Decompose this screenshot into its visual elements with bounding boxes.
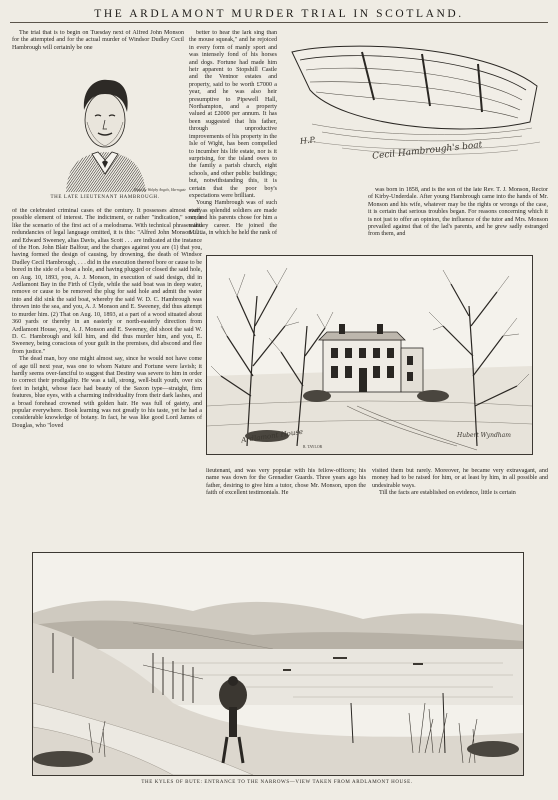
column-2-text — [189, 30, 277, 240]
paragraph: visited them but rarely. Moreover, he became very extravagant, and money had to be raised for him, or at least by him, in all possible and undesirable ways. — [372, 468, 548, 489]
paragraph: Till the facts are established on evidence, little is certain — [379, 490, 516, 497]
boat-label: Cecil Hambrough's boat — [371, 140, 483, 162]
landscape-illustration-frame — [32, 552, 524, 776]
column-1-main — [12, 208, 202, 544]
paragraph: better to hear the lark sing than the mouse squeak," and he rejoiced in every form of manly sport and was intensely fond of his horses and dogs. Fortune had made him heir apparent to Stopshill Castle and the Ventnor estates and property, said to be worth £7000 a year, and he was also heir presumptive to Pipewell Hall, Northampton, and a property valued at £2000 per annum. It has been suggested that his father, through unproductive improvements of his property in the Isle of Wight, has been compelled to incumber his life estate, nor is it surprising, for the island owes to the family a parish church, eight schools, and other public buildings; but, notwithstanding this, it is certain that the poor boy's expectations were brilliant. — [189, 30, 277, 199]
boat-illustration — [282, 30, 548, 180]
landscape-illustration — [33, 553, 523, 775]
paragraph: The dead man, boy one might almost say, since he would not have come of age till next year, was one to whom Nature and Fortune were lavish; it hardly seems over-fanciful to suggest that Destiny was severe to him in order to correct their prodigality. He was a tall, strong, well-built youth, over six feet in height, whose face had beauty of the Saxon type—straight, firm features, blue eyes, with a charming individuality from their dark lashes, and a broad forehead crowned with golden hair. He was full of gaiety, and popular everywhere. Book learning was not greatly to his taste, yet he had a considerable knowledge of botany. In fact, he was like good Lord James of Douglas, who "loved — [12, 356, 202, 429]
paragraph: Young Hambrough was of such stuff as splendid soldiers are made on, and his parents chose for him a military career. He joined the Militia, in which he held the rank of — [189, 200, 277, 236]
column-3-text — [368, 187, 548, 241]
artist-signature: Hubert Wyndham — [457, 432, 511, 439]
house-label: Ardlamont House — [240, 427, 304, 445]
column-2-bottom — [206, 468, 366, 528]
house-illustration — [207, 256, 532, 454]
column-3-bottom — [372, 468, 548, 528]
paragraph: was born in 1858, and is the son of the late Rev. T. J. Monson, Rector of Kirby-Underdale. After young Hambrough came into the hands of Mr. Monson and his wife, whatever may be the rights or wrongs of the case, it is certain that serious troubles began. For reasons concerning which it is not just to offer an opinion, the influence of the tutor and Mrs. Monson prevailed against that of the lad's parents, and he grew sadly estranged from them, and — [368, 187, 548, 238]
paragraph: lieutenant, and was very popular with his fellow-officers; his name was down for the Grenadier Guards. Three years ago his father, desiring to give him a tutor, chose Mr. Monson, upon the faith of excellent testimonials. He — [206, 468, 366, 497]
page-header: THE ARDLAMONT MURDER TRIAL IN SCOTLAND. — [94, 8, 464, 20]
paragraph: of the celebrated criminal cases of the century. It possesses almost every possible element of interest. The indictment, or rather "indication," sounds like the scenario of the first act of a melodrama. With technical phrases and redundancies of legal language omitted, it is this: "Alfred John Monson . . . and Edward Sweeney, alias Davis, alias Scott . . . are indicated at the instance of the Hon. John Blair Balfour, and the charges against you are (1) that you, having formed the design of causing, by drowning, the death of Windsor Dudley Cecil Hambrough, . . . did in the execution thereof bore or cause to be bored in the side of a boat a hole, and having plugged or closed the said hole, on Aug. 10, 1893, you, A. J. Monson, in execution of said design, did in Ardlamont Bay in the Firth of Clyde, while the said boat was in deep water, remove or cause to be removed the plug for said hole and admit the water into and did sink the said boat, whereby the said W. D. C. Hambrough was thrown into the sea, and you, A. J. Monson and E. Sweeney, did thus attempt to murder him. (2) That on Aug. 10, 1893, at a part of a wood situated about 360 yards or thereby in an easterly or north-easterly direction from Ardlamont House, you, A. J. Monson and E. Sweeney, did shoot the said W. D. C. Hambrough and kill him, and did thus murder him, and you, E. Sweeney, being conscious of your guilt in the premises, did abscond and flee from justice." — [12, 208, 202, 355]
header-rule — [10, 22, 548, 23]
portrait-illustration — [52, 62, 158, 192]
portrait-caption: THE LATE LIEUTENANT HAMBROUGH. — [50, 195, 160, 200]
landscape-caption: THE KYLES OF BUTE: ENTRANCE TO THE NARROWS—VIEW TAKEN FROM ARDLAMONT HOUSE. — [141, 780, 413, 785]
house-illustration-frame — [206, 255, 533, 455]
paragraph: The trial that is to begin on Tuesday next of Alfred John Monson for the attempted and for the actual murder of Windsor Dudley Cecil Hambrough will certainly be one — [12, 30, 184, 51]
engraver-credit: R. TAYLOR — [303, 445, 323, 449]
boat-initials: H.P. — [299, 135, 317, 146]
column-1-intro — [12, 30, 184, 52]
photo-credit: Photo by Walpby Angelo, Harrogate — [133, 188, 186, 192]
